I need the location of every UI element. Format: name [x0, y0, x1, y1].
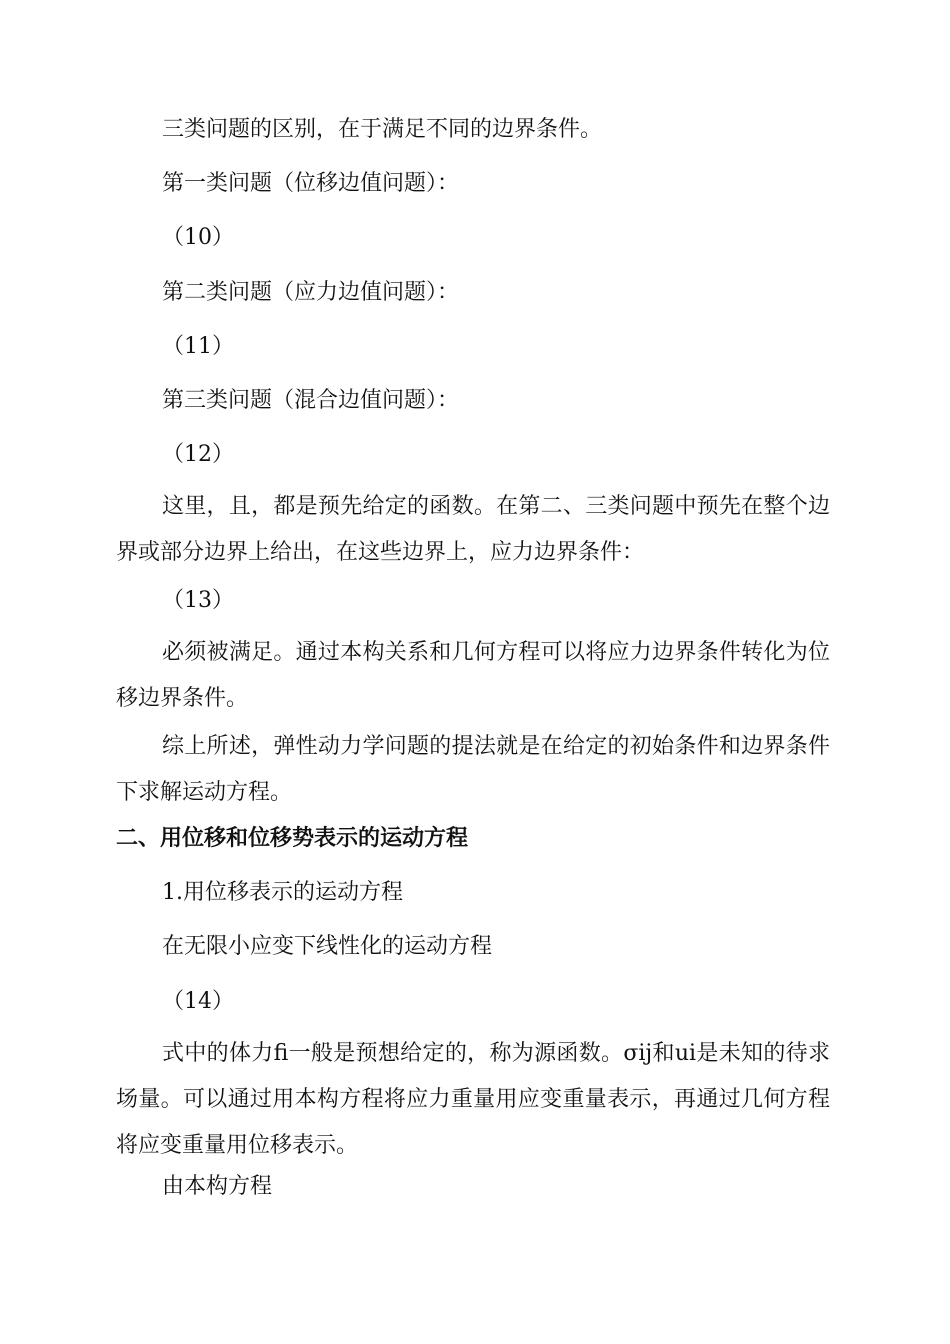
equation-number-14: （14）	[162, 989, 234, 1014]
equation-number-10: （10）	[162, 225, 234, 250]
subsection-heading-1: 1.用位移表示的运动方程	[162, 880, 403, 905]
paragraph-summary: 综上所述，弹性动力学问题的提法就是在给定的初始条件和边界条件下求解运动方程。	[116, 734, 830, 805]
paragraph-given-functions: 这里，且，都是预先给定的函数。在第二、三类问题中预先在整个边界或部分边界上给出，在这些边界上，应力边界条件：	[116, 494, 830, 565]
paragraph-source-function: 式中的体力fi一般是预想给定的，称为源函数。σij和ui是未知的待求场量。可以通过用本构方程将应力重量用应变重量表示，再通过几何方程将应变重量用位移表示。	[116, 1041, 830, 1158]
paragraph-must-be-satisfied: 必须被满足。通过本构关系和几何方程可以将应力边界条件转化为位移边界条件。	[116, 640, 830, 711]
paragraph-second-class-problem: 第二类问题（应力边值问题）：	[162, 280, 460, 305]
section-heading-2: 二、用位移和位移势表示的运动方程	[116, 826, 469, 851]
equation-number-13: （13）	[162, 588, 234, 613]
paragraph-first-class-problem: 第一类问题（位移边值问题）：	[162, 171, 460, 196]
paragraph-boundary-difference: 三类问题的区别，在于满足不同的边界条件。	[162, 117, 603, 142]
paragraph-third-class-problem: 第三类问题（混合边值问题）：	[162, 388, 460, 413]
equation-number-11: （11）	[162, 334, 234, 359]
equation-number-12: （12）	[162, 442, 234, 467]
paragraph-constitutive: 由本构方程	[162, 1174, 273, 1199]
paragraph-linearized-equation: 在无限小应变下线性化的运动方程	[162, 934, 493, 959]
